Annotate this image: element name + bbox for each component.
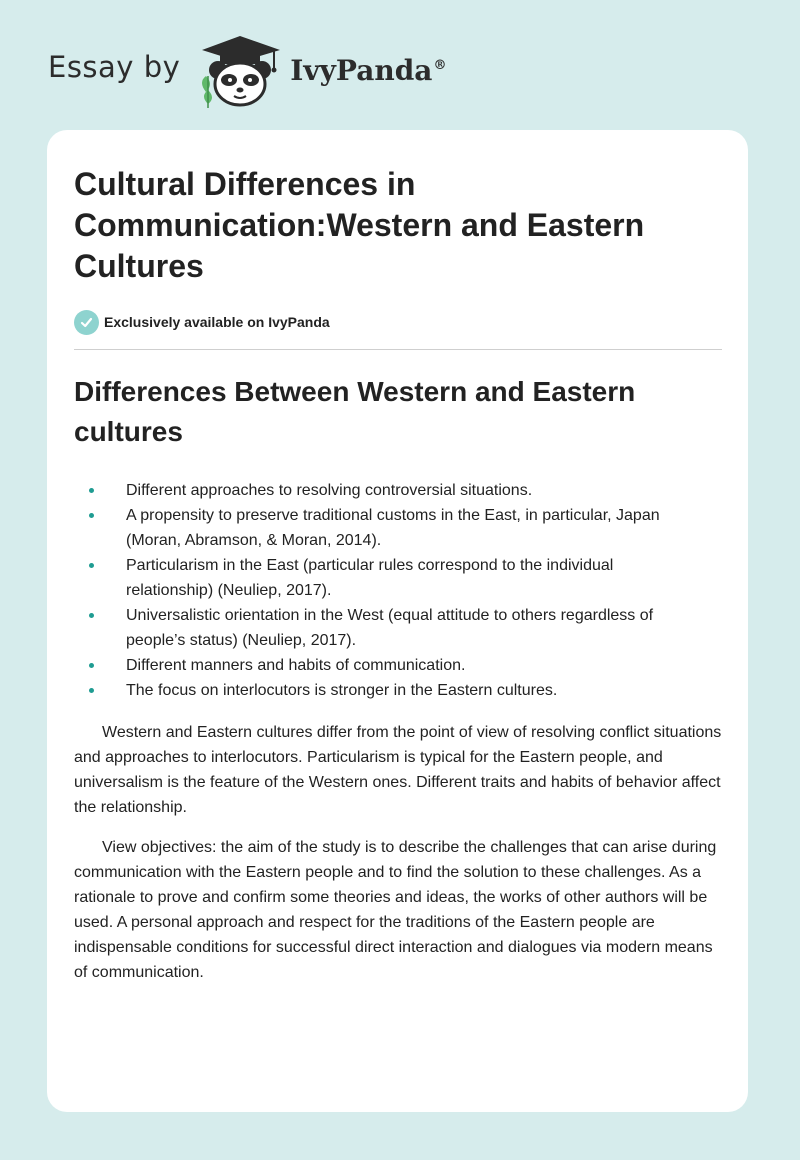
checkmark-circle-icon	[74, 310, 99, 335]
availability-badge	[74, 309, 722, 335]
divider	[74, 349, 722, 350]
bullet-dot-icon	[89, 688, 94, 693]
essay-card	[47, 130, 748, 1112]
registered-mark: ®	[433, 58, 447, 74]
bullet-dot-icon	[89, 513, 94, 518]
availability-text: Exclusively available on IvyPanda	[104, 314, 330, 330]
list-item: Universalistic orientation in the West (equal attitude to others regardless of people’s status) (Neuliep, 2017).	[74, 603, 686, 653]
paragraph: View objectives: the aim of the study is to describe the challenges that can arise during communication with the Eastern people and to find the solution to these challenges. As a rationale to prove and confirm some theories and ideas, the works of other authors will be used. A personal approach and respect for the traditions of the Eastern people are indispensable conditions for successful direct interaction and dialogues via modern means of communication.	[74, 839, 717, 981]
panda-logo-icon	[196, 30, 286, 110]
section-heading: Differences Between Western and Eastern cultures	[74, 376, 636, 447]
paragraph: Western and Eastern cultures differ from the point of view of resolving conflict situations and approaches to interlocutors. Particularism is typical for the Eastern people, and universalism is the feature of the Western ones. Different traits and habits of behavior affect the relationship.	[74, 724, 722, 816]
bullet-list	[74, 478, 722, 703]
brand-prefix: Essay by	[48, 50, 181, 84]
list-item: Particularism in the East (particular rules correspond to the individual relationship) (Neuliep, 2017).	[74, 553, 686, 603]
brand-name: IvyPanda®	[290, 53, 447, 87]
list-item: The focus on interlocutors is stronger in the Eastern cultures.	[74, 678, 686, 703]
page-title: Cultural Differences in Communication:Western and Eastern Cultures	[74, 166, 645, 284]
bullet-dot-icon	[89, 663, 94, 668]
bullet-dot-icon	[89, 488, 94, 493]
list-item: Different approaches to resolving controversial situations.	[74, 478, 686, 503]
list-item: A propensity to preserve traditional customs in the East, in particular, Japan (Moran, Abramson, & Moran, 2014).	[74, 503, 686, 553]
bullet-dot-icon	[89, 563, 94, 568]
brand-header[interactable]	[48, 30, 446, 110]
bullet-dot-icon	[89, 613, 94, 618]
list-item: Different manners and habits of communication.	[74, 653, 686, 678]
